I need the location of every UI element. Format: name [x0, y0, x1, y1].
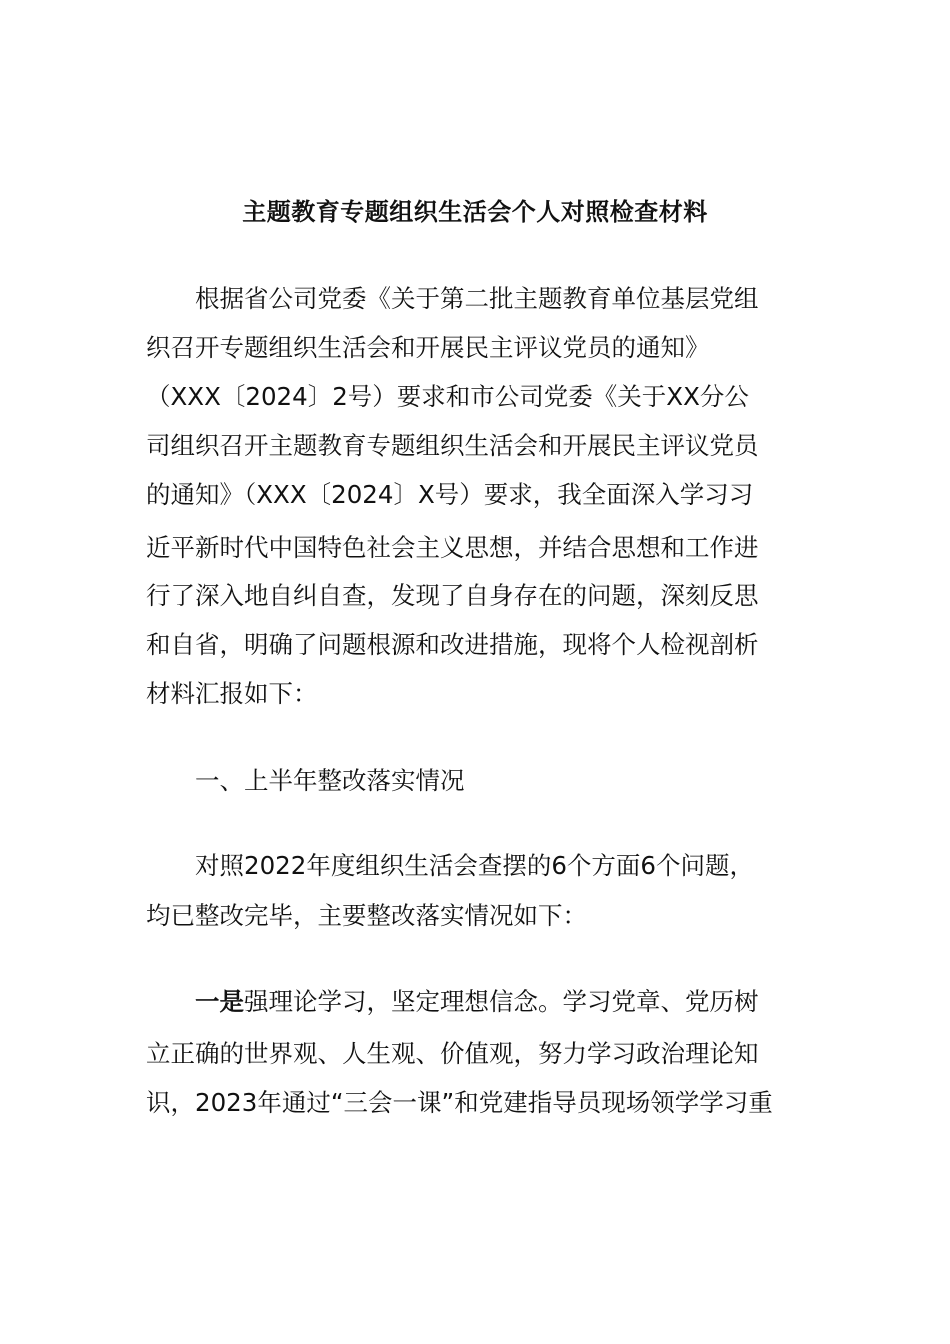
- section-paragraph-line-1: 对照2022年度组织生活会查摆的6个方面6个问题，: [195, 851, 755, 880]
- section-paragraph-line-2: 均已整改完毕，主要整改落实情况如下：: [146, 901, 587, 930]
- document-title: 主题教育专题组织生活会个人对照检查材料: [242, 198, 708, 226]
- intro-line-7: 行了深入地自纠自查，发现了自身存在的问题，深刻反思: [146, 581, 759, 610]
- item-1-line-1: [195, 984, 759, 1020]
- item-1-line-3: 识，2023年通过“三会一课”和党建指导员现场领学学习重: [146, 1088, 773, 1117]
- item-1-text: 强理论学习，坚定理想信念。学习党章、党历树: [244, 987, 759, 1016]
- intro-line-4: 司组织召开主题教育专题组织生活会和开展民主评议党员: [146, 431, 759, 460]
- intro-line-3: （XXX〔2024〕2号）要求和市公司党委《关于XX分公: [146, 382, 749, 411]
- item-1-lead: 一是: [195, 987, 244, 1016]
- intro-line-9: 材料汇报如下：: [146, 679, 318, 708]
- intro-line-1: 根据省公司党委《关于第二批主题教育单位基层党组: [195, 284, 759, 313]
- intro-line-5: 的通知》（XXX〔2024〕X号）要求，我全面深入学习习: [146, 480, 754, 509]
- section-heading: 一、上半年整改落实情况: [195, 766, 465, 795]
- intro-line-6: 近平新时代中国特色社会主义思想，并结合思想和工作进: [146, 533, 759, 562]
- item-1-line-2: 立正确的世界观、人生观、价值观，努力学习政治理论知: [146, 1039, 759, 1068]
- intro-line-8: 和自省，明确了问题根源和改进措施，现将个人检视剖析: [146, 630, 759, 659]
- intro-line-2: 织召开专题组织生活会和开展民主评议党员的通知》: [146, 333, 710, 362]
